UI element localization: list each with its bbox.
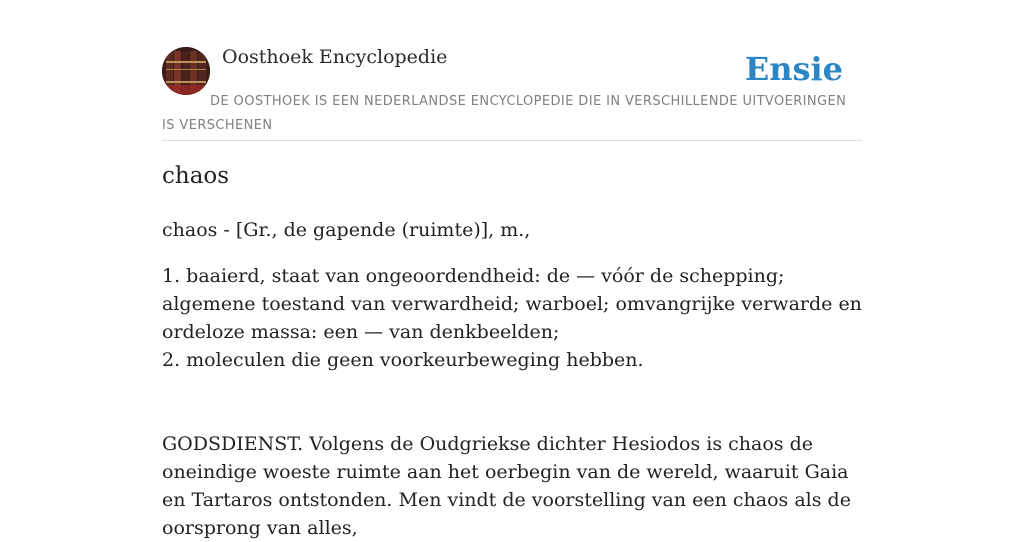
page-title: chaos	[162, 163, 230, 189]
article-body	[162, 216, 862, 542]
site-header	[162, 0, 862, 141]
definitions-block	[162, 262, 862, 374]
page-container	[162, 0, 862, 539]
headword-line: chaos - [Gr., de gapende (ruimte)], m.,	[162, 219, 531, 241]
section-paragraph: GODSDIENST. Volgens de Oudgriekse dichter Hesiodos is chaos de oneindige woeste ruimte aan het oerbegin van de wereld, waaruit Gaia en Tartaros ontstonden. Men vindt de voorstelling van een chaos als de oorsprong van alles,	[162, 433, 851, 539]
site-tagline: DE OOSTHOEK IS EEN NEDERLANDSE ENCYCLOPEDIE DIE IN VERSCHILLENDE UITVOERINGEN IS VERSCHENEN	[162, 94, 847, 133]
brand-logo[interactable]: Ensie	[744, 50, 843, 88]
definition-1: 1. baaierd, staat van ongeoordendheid: de — vóór de schepping; algemene toestand van verwardheid; warboel; omvangrijke verwarde en ordeloze massa: een — van denkbeelden;	[162, 265, 862, 343]
definition-2: 2. moleculen die geen voorkeurbeweging hebben.	[162, 349, 644, 371]
books-icon[interactable]	[162, 47, 210, 95]
site-name[interactable]: Oosthoek Encyclopedie	[222, 46, 448, 68]
